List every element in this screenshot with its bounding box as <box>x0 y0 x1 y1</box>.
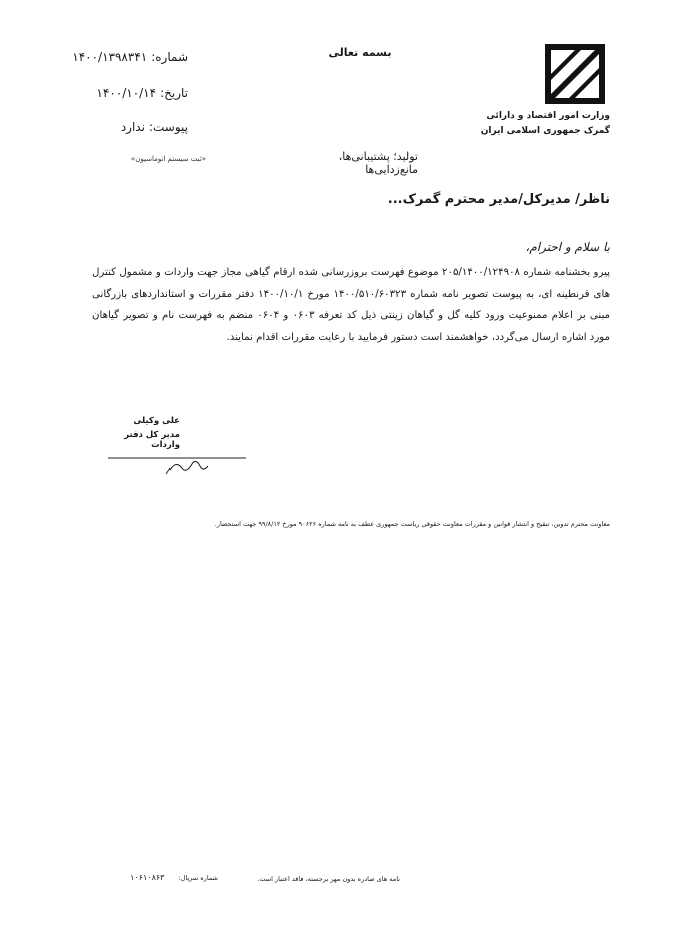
customs-name: گمرک جمهوری اسلامی ایران <box>480 126 610 136</box>
serial-label: شماره سریال: <box>178 874 218 882</box>
customs-logo-icon <box>545 44 605 104</box>
automation-note: «ثبت سیستم اتوماسیون» <box>130 155 206 163</box>
letter-attachment-label: پیوست: <box>148 120 188 134</box>
cc-line: معاونت محترم تدوین، تنقیح و انتشار قوانین و مقررات معاونت حقوقی ریاست جمهوری عطف به نامه شماره ۹۰۶۲۶ مورخ ۹۹/۸/۱۲ جهت استحضار. <box>214 520 610 528</box>
signer-name: علی وکیلی <box>133 416 180 426</box>
letter-number-label: شماره: <box>151 50 188 64</box>
ministry-name: وزارت امور اقتصاد و دارائی <box>486 111 610 121</box>
letter-recipient: ناظر/ مدیرکل/مدیر محترم گمرک... <box>387 192 610 207</box>
letter-number <box>58 50 188 64</box>
letter-subject: تولید؛ پشتیبانی‌ها، مانع‌زدایی‌ها <box>338 150 418 176</box>
letter-date <box>75 86 188 100</box>
letter-greeting: با سلام و احترام، <box>525 240 610 254</box>
serial-value: ۱۰۶۱۰۸۶۳ <box>130 873 165 882</box>
letter-number-value: ۱۴۰۰/۱۳۹۸۳۴۱ <box>72 50 148 64</box>
letter-attachment-value: ندارد <box>120 120 145 134</box>
letter-date-label: تاریخ: <box>160 86 188 100</box>
signer-title: مدیر کل دفتر واردات <box>124 430 180 450</box>
footer-serial <box>98 873 218 882</box>
basmala-heading: بسمه تعالی <box>328 46 392 59</box>
letter-attachment <box>98 120 188 134</box>
letter-date-value: ۱۴۰۰/۱۰/۱۴ <box>96 86 157 100</box>
letter-body: پیرو بخشنامه شماره ۲۰۵/۱۴۰۰/۱۲۴۹۰۸ موضوع فهرست بروزرسانی شده ارقام گیاهی مجاز جهت واردات و مشمول کنترل های قرنطینه ای، به پیوست تصویر نامه شماره ۱۴۰۰/۵۱۰/۶۰۳۲۳ مورخ ۱۴۰۰/۱۰/۱ دفتر مقررات و استانداردهای بازرگانی مبنی بر اعلام ممنوعیت ورود کلیه گل و گیاهان زینتی ذیل کد تعرفه ۰۶۰۳ و ۰۶۰۴ منضم به فهرست نام و تصویر گیاهان مورد اشاره ارسال می‌گردد، خواهشمند است دستور فرمایید با رعایت مقررات اقدام نمایند. <box>92 267 610 343</box>
footer-validity-note: نامه های صادره بدون مهر برجسته، فاقد اعتبار است. <box>257 875 400 883</box>
handwritten-signature <box>108 440 248 480</box>
